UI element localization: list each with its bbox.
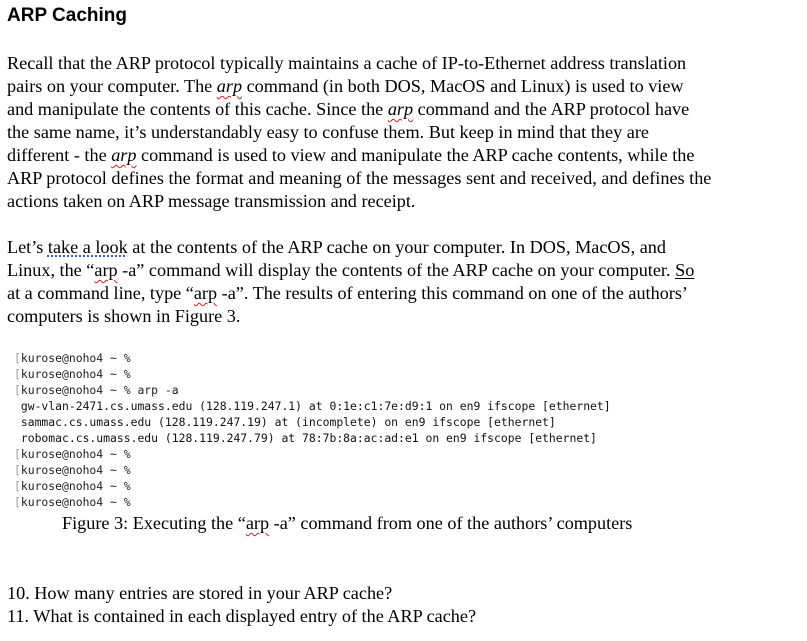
para1-line-2 (7, 75, 797, 98)
text-span: and manipulate the contents of this cache. Since the (7, 99, 388, 119)
terminal-text: kurose@noho4 ~ % arp -a (20, 383, 179, 397)
question-11: 11. What is contained in each displayed entry of the ARP cache? (7, 606, 477, 626)
so-word: So (675, 260, 695, 280)
arp-term: arp (94, 260, 118, 280)
arp-term: arp (216, 76, 243, 96)
prompt-bracket: [ (14, 479, 21, 493)
figure-caption (62, 513, 632, 534)
text-span: command and the ARP protocol have (413, 99, 690, 119)
para2-line-3 (7, 282, 797, 305)
prompt-bracket: [ (14, 383, 21, 397)
para2-line-1 (7, 236, 797, 259)
arp-term: arp (193, 283, 218, 303)
terminal-line-prompt (14, 494, 774, 510)
arp-term: arp (111, 145, 137, 165)
terminal-line-command (14, 382, 774, 398)
take-a-look-phrase: take a look (47, 237, 128, 257)
arp-entry: gw-vlan-2471.cs.umass.edu (128.119.247.1) at 0:1e:c1:7e:d9:1 on en9 ifscope [ethernet] (14, 399, 611, 413)
para1-line-4: the same name, it’s understandably easy to confuse them. But keep in mind that they are (7, 122, 649, 142)
prompt-bracket: [ (14, 463, 21, 477)
text-span: different - the (7, 145, 112, 165)
paragraph-arp-command (7, 236, 797, 328)
para1-line-3 (7, 98, 797, 121)
prompt-bracket: [ (14, 367, 21, 381)
text-span: command is used to view and manipulate the ARP cache contents, while the (136, 145, 695, 165)
terminal-line-prompt (14, 478, 774, 494)
text-span: -a”. The results of entering this command on one of the authors’ (217, 283, 688, 303)
text-span: command (in both DOS, MacOS and Linux) is used to view (242, 76, 684, 96)
terminal-text: kurose@noho4 ~ % (20, 351, 131, 365)
text-span: at the contents of the ARP cache on your computer. In DOS, MacOS, and (127, 237, 666, 257)
para2-line-4: computers is shown in Figure 3. (7, 306, 241, 326)
arp-entry: sammac.cs.umass.edu (128.119.247.19) at (incomplete) on en9 ifscope [ethernet] (14, 415, 556, 429)
prompt-bracket: [ (14, 495, 21, 509)
terminal-output (14, 350, 774, 510)
text-span: -a” command from one of the authors’ computers (269, 513, 633, 533)
para2-line-2 (7, 259, 797, 282)
para1-line-7: actions taken on ARP message transmission and receipt. (7, 191, 416, 211)
arp-entry: robomac.cs.umass.edu (128.119.247.79) at 78:7b:8a:ac:ad:e1 on en9 ifscope [ethernet] (14, 431, 597, 445)
terminal-text: kurose@noho4 ~ % (20, 447, 131, 461)
para1-line-1: Recall that the ARP protocol typically maintains a cache of IP-to-Ethernet address translation (7, 53, 687, 73)
question-list (7, 582, 476, 628)
terminal-text: kurose@noho4 ~ % (20, 495, 131, 509)
text-span: Linux, the “ (7, 260, 95, 280)
text-span: Figure 3: Executing the “ (62, 513, 246, 533)
terminal-line-prompt (14, 462, 774, 478)
paragraph-arp-intro (7, 52, 797, 213)
text-span: -a” command will display the contents of the ARP cache on your computer. (117, 260, 676, 280)
terminal-text: kurose@noho4 ~ % (20, 479, 131, 493)
section-heading: ARP Caching (7, 5, 128, 26)
terminal-line-prompt (14, 350, 774, 366)
terminal-line-prompt (14, 366, 774, 382)
para1-line-5 (7, 144, 797, 167)
question-10: 10. How many entries are stored in your ARP cache? (7, 583, 393, 603)
text-span: at a command line, type “ (7, 283, 194, 303)
prompt-bracket: [ (14, 351, 21, 365)
text-span: pairs on your computer. The (7, 76, 217, 96)
terminal-text: kurose@noho4 ~ % (20, 367, 131, 381)
arp-term: arp (245, 513, 270, 533)
arp-term: arp (387, 99, 414, 119)
terminal-text: kurose@noho4 ~ % (20, 463, 131, 477)
terminal-line-prompt (14, 446, 774, 462)
para1-line-6: ARP protocol defines the format and meaning of the messages sent and received, and defines the (7, 168, 712, 188)
text-span: Let’s (7, 237, 48, 257)
prompt-bracket: [ (14, 447, 21, 461)
